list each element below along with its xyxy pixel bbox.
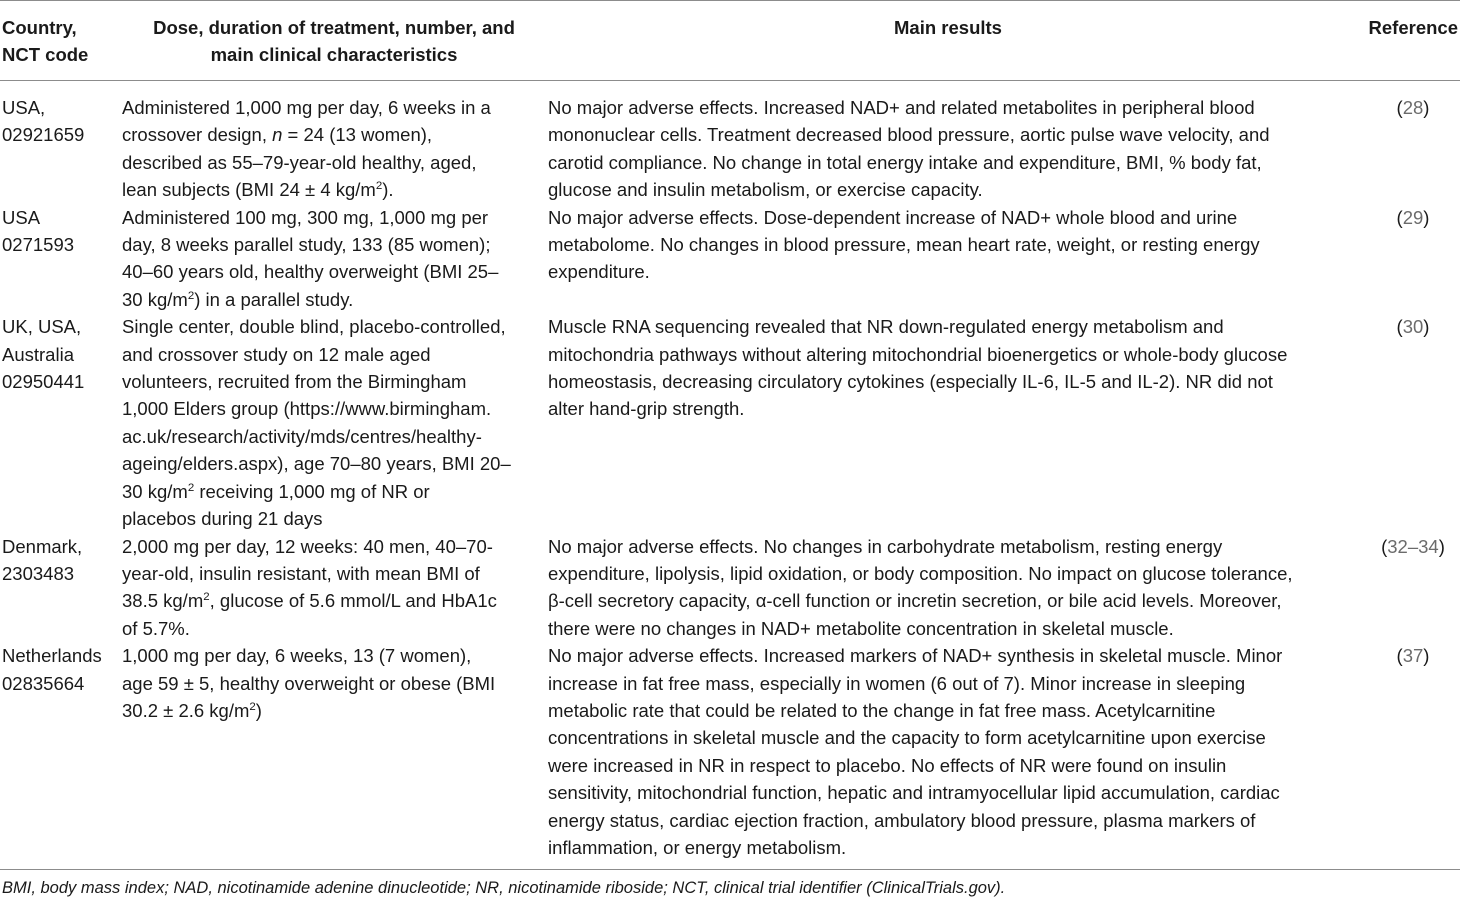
country-line: 02950441 — [2, 371, 85, 393]
dose-line: 40–60 years old, healthy overweight (BMI 25– — [122, 261, 499, 283]
cell-reference — [1348, 313, 1460, 532]
table-row — [0, 642, 1460, 861]
results-line: mononuclear cells. Treatment decreased blood pressure, aortic pulse wave velocity, and — [548, 124, 1270, 146]
dose-line: placebos during 21 days — [122, 508, 323, 530]
country-line: 02921659 — [2, 124, 85, 146]
header-row — [0, 1, 1460, 81]
table-footnote: BMI, body mass index; NAD, nicotinamide adenine dinucleotide; NR, nicotinamide riboside; NCT, clinical trial identifier (ClinicalTrials.gov). — [0, 869, 1460, 899]
dose-line: ageing/elders.aspx), age 70–80 years, BMI 20– — [122, 453, 511, 475]
results-line: sensitivity, mitochondrial function, hepatic and intramyocellular lipid accumulation, cardiac — [548, 782, 1280, 804]
results-line: inflammation, or energy metabolism. — [548, 836, 847, 858]
country-line: 02835664 — [2, 672, 85, 694]
results-line: energy status, cardiac ejection fraction, ambulatory blood pressure, plasma markers of — [548, 809, 1256, 831]
results-line: mitochondria pathways without altering mitochondrial bioenergetics or whole-body glucose — [548, 343, 1288, 365]
reference-open-paren: ( — [1396, 97, 1403, 118]
cell-dose — [120, 313, 548, 532]
country-line: Australia — [2, 343, 74, 365]
results-line: metabolic rate that could be related to the change in fat free mass. Acetylcarnitine — [548, 699, 1216, 721]
results-line: concentrations in skeletal muscle and the capacity to form acetylcarnitine upon exercise — [548, 727, 1266, 749]
results-line: expenditure. — [548, 261, 650, 283]
reference-close-paren: ) — [1423, 206, 1430, 228]
dose-line: 30.2 ± 2.6 $kg/m^2$) — [122, 699, 262, 721]
dose-line: age 59 ± 5, healthy overweight or obese (BMI — [122, 672, 496, 694]
country-line: Netherlands — [2, 645, 102, 667]
dose-line: day, 8 weeks parallel study, 133 (85 women); — [122, 234, 491, 256]
dose-line: ac.uk/research/activity/mds/centres/healthy- — [122, 425, 482, 447]
results-line: carotid compliance. No change in total energy intake and expenditure, BMI, % body fat, — [548, 151, 1262, 173]
country-line: 0271593 — [2, 234, 75, 256]
results-line: glucose and insulin metabolism, or exercise capacity. — [548, 179, 983, 201]
reference-close-paren: ) — [1423, 97, 1430, 118]
cell-reference — [1348, 642, 1460, 861]
cell-dose — [120, 81, 548, 204]
table-row — [0, 313, 1460, 532]
reference-link[interactable]: 30 — [1402, 316, 1424, 338]
header-country-line: NCT code — [2, 44, 89, 65]
dose-line: described as 55–79-year-old healthy, aged, — [122, 151, 477, 173]
reference-open-paren: ( — [1396, 316, 1403, 338]
results-line: expenditure, lipolysis, lipid oxidation, or body composition. No impact on glucose tolerance, — [548, 562, 1293, 584]
cell-country — [0, 204, 120, 314]
results-line: No major adverse effects. No changes in carbohydrate metabolism, resting energy — [548, 535, 1223, 557]
country-line: Denmark, — [2, 535, 83, 557]
cell-reference — [1348, 533, 1460, 643]
country-line: USA — [2, 206, 41, 228]
reference-link[interactable]: 37 — [1402, 645, 1424, 667]
cell-dose — [120, 533, 548, 643]
dose-line: of 5.7%. — [122, 617, 190, 639]
table-row — [0, 81, 1460, 204]
header-reference: Reference — [1348, 1, 1460, 81]
table-body — [0, 81, 1460, 862]
dose-line: crossover design, n = 24 (13 women), — [122, 124, 433, 146]
reference-link[interactable]: 32–34 — [1387, 535, 1439, 557]
table-row — [0, 204, 1460, 314]
cell-dose — [120, 204, 548, 314]
header-dose — [120, 1, 548, 81]
results-line: were increased in NR in respect to placebo. No effects of NR were found on insulin — [548, 754, 1227, 776]
country-line: UK, USA, — [2, 316, 82, 338]
dose-line: Administered 1,000 mg per day, 6 weeks in a — [122, 97, 491, 118]
table-row — [0, 533, 1460, 643]
reference-close-paren: ) — [1423, 316, 1430, 338]
header-dose-line: main clinical characteristics — [210, 44, 458, 65]
header-country — [0, 1, 120, 81]
cell-results — [548, 204, 1348, 314]
dose-line: Administered 100 mg, 300 mg, 1,000 mg per — [122, 206, 489, 228]
cell-dose — [120, 642, 548, 861]
cell-country — [0, 533, 120, 643]
results-line: metabolome. No changes in blood pressure, mean heart rate, weight, or resting energy — [548, 234, 1260, 256]
results-line: increase in fat free mass, especially in women (6 out of 7). Minor increase in sleeping — [548, 672, 1246, 694]
header-country-line: Country, — [2, 17, 77, 38]
table-header — [0, 1, 1460, 81]
dose-line: year-old, insulin resistant, with mean BMI of — [122, 562, 480, 584]
reference-open-paren: ( — [1396, 645, 1403, 667]
cell-results — [548, 533, 1348, 643]
dose-line: 2,000 mg per day, 12 weeks: 40 men, 40–70- — [122, 535, 493, 557]
dose-line: 1,000 mg per day, 6 weeks, 13 (7 women), — [122, 645, 472, 667]
header-results: Main results — [548, 1, 1348, 81]
cell-country — [0, 642, 120, 861]
dose-line: 30 $kg/m^2$ receiving 1,000 mg of NR or — [122, 480, 430, 502]
reference-link[interactable]: 28 — [1402, 97, 1424, 118]
results-line: homeostasis, decreasing circulatory cytokines (especially IL-6, IL-5 and IL-2). NR did not — [548, 371, 1273, 393]
dose-line: and crossover study on 12 male aged — [122, 343, 431, 365]
reference-open-paren: ( — [1381, 535, 1388, 557]
results-line: No major adverse effects. Increased markers of NAD+ synthesis in skeletal muscle. Minor — [548, 645, 1283, 667]
reference-close-paren: ) — [1438, 535, 1445, 557]
dose-line: lean subjects (BMI 24 ± 4 $kg/m^2$). — [122, 179, 394, 201]
cell-results — [548, 642, 1348, 861]
results-line: Muscle RNA sequencing revealed that NR down-regulated energy metabolism and — [548, 316, 1224, 338]
country-line: USA, — [2, 97, 46, 118]
results-line: there were no changes in NAD+ metabolite concentration in skeletal muscle. — [548, 617, 1174, 639]
results-line: β-cell secretory capacity, α-cell function or incretin secretion, or bile acid levels. Moreover, — [548, 590, 1282, 612]
country-line: 2303483 — [2, 562, 75, 584]
reference-link[interactable]: 29 — [1402, 206, 1424, 228]
results-line: No major adverse effects. Dose-dependent increase of NAD+ whole blood and urine — [548, 206, 1238, 228]
dose-line: volunteers, recruited from the Birmingham — [122, 371, 467, 393]
dose-line: Single center, double blind, placebo-controlled, — [122, 316, 506, 338]
cell-results — [548, 81, 1348, 204]
dose-line: 1,000 Elders group (https://www.birmingham. — [122, 398, 492, 420]
cell-country — [0, 81, 120, 204]
cell-reference — [1348, 81, 1460, 204]
header-dose-line: Dose, duration of treatment, number, and — [153, 17, 515, 38]
cell-results — [548, 313, 1348, 532]
dose-line: 30 $kg/m^2$) in a parallel study. — [122, 288, 354, 310]
results-line: alter hand-grip strength. — [548, 398, 745, 420]
results-line: No major adverse effects. Increased NAD+ and related metabolites in peripheral blood — [548, 97, 1255, 118]
cell-reference — [1348, 204, 1460, 314]
reference-close-paren: ) — [1423, 645, 1430, 667]
dose-line: 38.5 $kg/m^2$, glucose of 5.6 mmol/L and HbA1c — [122, 590, 497, 612]
cell-country — [0, 313, 120, 532]
reference-open-paren: ( — [1396, 206, 1403, 228]
